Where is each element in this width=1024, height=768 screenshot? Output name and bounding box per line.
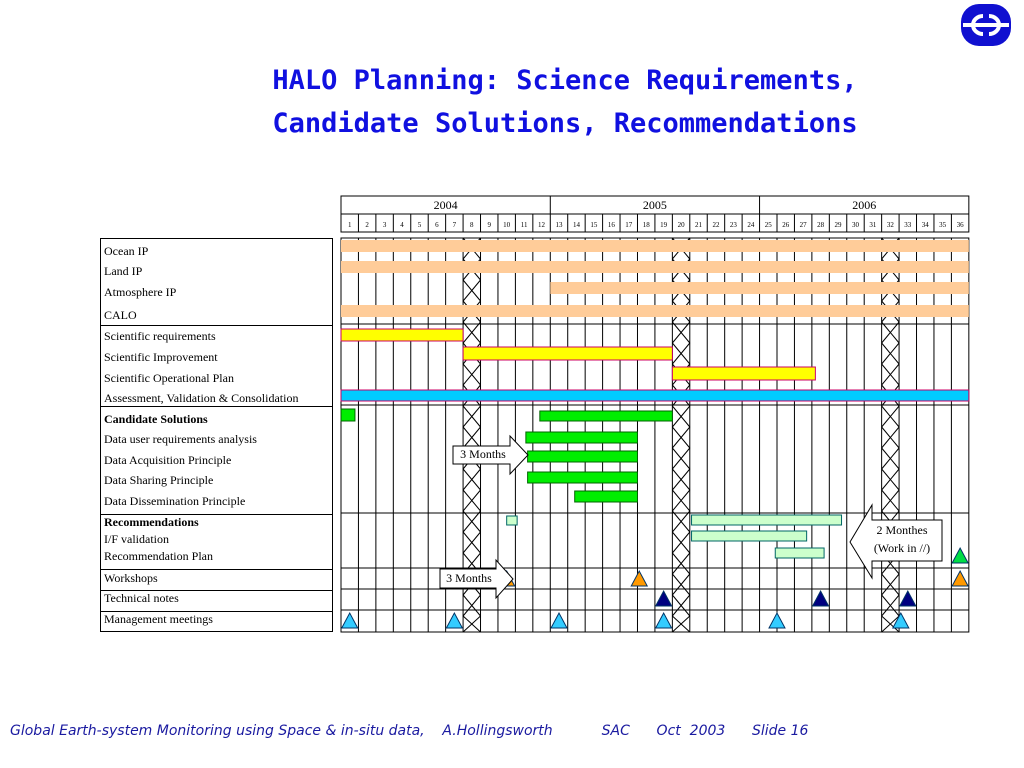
scientific-improvement-bar [463, 347, 672, 360]
task-label: Atmosphere IP [104, 285, 177, 299]
month-label: 2 [365, 221, 369, 229]
scientific-operational-plan-bar [672, 367, 815, 380]
task-label: Data Dissemination Principle [104, 494, 246, 508]
callout-work-in-parallel: (Work in //) [873, 541, 931, 555]
task-label: Scientific Improvement [104, 350, 218, 364]
assessment-validation-bar [341, 390, 969, 401]
month-label: 10 [503, 221, 511, 229]
month-label: 36 [956, 221, 964, 229]
year-label: 2005 [642, 198, 667, 212]
month-label: 23 [729, 221, 737, 229]
ocean-ip-bar [341, 240, 969, 252]
callout-3-months-candidate: 3 Months [460, 447, 506, 461]
month-label: 19 [660, 221, 668, 229]
month-label: 16 [607, 221, 615, 229]
month-label: 24 [747, 221, 755, 229]
task-label: Recommendation Plan [104, 549, 213, 563]
task-label: Land IP [104, 264, 143, 278]
task-label: Data Sharing Principle [104, 473, 214, 487]
month-label: 8 [470, 221, 474, 229]
task-label: Scientific Operational Plan [104, 371, 234, 385]
data-user-requirements-bar [526, 432, 638, 443]
month-label: 32 [886, 221, 894, 229]
month-label: 5 [417, 221, 422, 229]
task-label: Data user requirements analysis [104, 432, 257, 446]
task-label: Candidate Solutions [104, 412, 208, 426]
month-label: 30 [851, 221, 859, 229]
recommendations-bar [692, 515, 842, 525]
recommendation-plan-bar [775, 548, 824, 558]
month-label: 26 [782, 221, 790, 229]
month-label: 4 [400, 221, 404, 229]
month-label: 12 [538, 221, 546, 229]
slide-title-line-1: HALO Planning: Science Requirements, [272, 65, 858, 96]
calo-bar [341, 305, 969, 317]
month-label: 17 [625, 221, 633, 229]
atmosphere-ip-bar [550, 282, 969, 294]
slide-title-line-2: Candidate Solutions, Recommendations [272, 108, 858, 139]
month-label: 7 [452, 221, 457, 229]
month-label: 14 [572, 221, 580, 229]
data-sharing-bar [528, 472, 638, 483]
task-label: Recommendations [104, 515, 199, 529]
task-label: Data Acquisition Principle [104, 453, 232, 467]
month-label: 3 [382, 221, 387, 229]
task-label: Workshops [104, 571, 158, 585]
month-label: 22 [712, 221, 720, 229]
year-label: 2006 [852, 198, 877, 212]
month-label: 1 [347, 221, 352, 229]
month-label: 33 [904, 221, 912, 229]
land-ip-bar [341, 261, 969, 273]
month-label: 20 [677, 221, 685, 229]
callout-3-months-workshops: 3 Months [446, 571, 492, 585]
year-label: 2004 [433, 198, 458, 212]
candidate-solutions-bar [540, 411, 673, 421]
task-label: I/F validation [104, 532, 169, 546]
month-label: 6 [435, 221, 439, 229]
candidate-solutions-marker [341, 409, 355, 421]
month-label: 21 [695, 221, 703, 229]
month-label: 27 [799, 221, 807, 229]
task-label: Scientific requirements [104, 329, 216, 343]
task-label: CALO [104, 308, 137, 322]
recommendations-marker [507, 516, 517, 525]
data-acquisition-bar [528, 451, 638, 462]
month-label: 28 [817, 221, 825, 229]
month-label: 11 [520, 221, 528, 229]
month-label: 9 [487, 221, 491, 229]
callout-2-months: 2 Monthes [876, 523, 928, 537]
task-label: Technical notes [104, 591, 179, 605]
data-dissemination-bar [575, 491, 638, 502]
if-validation-bar [692, 531, 807, 541]
scientific-requirements-bar [341, 329, 463, 341]
month-label: 13 [555, 221, 563, 229]
month-label: 31 [869, 221, 877, 229]
month-label: 18 [642, 221, 650, 229]
month-label: 35 [939, 221, 947, 229]
task-label: Assessment, Validation & Consolidation [104, 391, 299, 405]
month-label: 25 [764, 221, 772, 229]
task-label: Management meetings [104, 612, 213, 626]
month-label: 29 [834, 221, 842, 229]
month-label: 34 [921, 221, 929, 229]
task-label: Ocean IP [104, 244, 149, 258]
month-label: 15 [590, 221, 598, 229]
footer-text: Global Earth-system Monitoring using Space & in-situ data, A.Hollingsworth SAC Oct 2003 Slide 16 [10, 723, 809, 739]
